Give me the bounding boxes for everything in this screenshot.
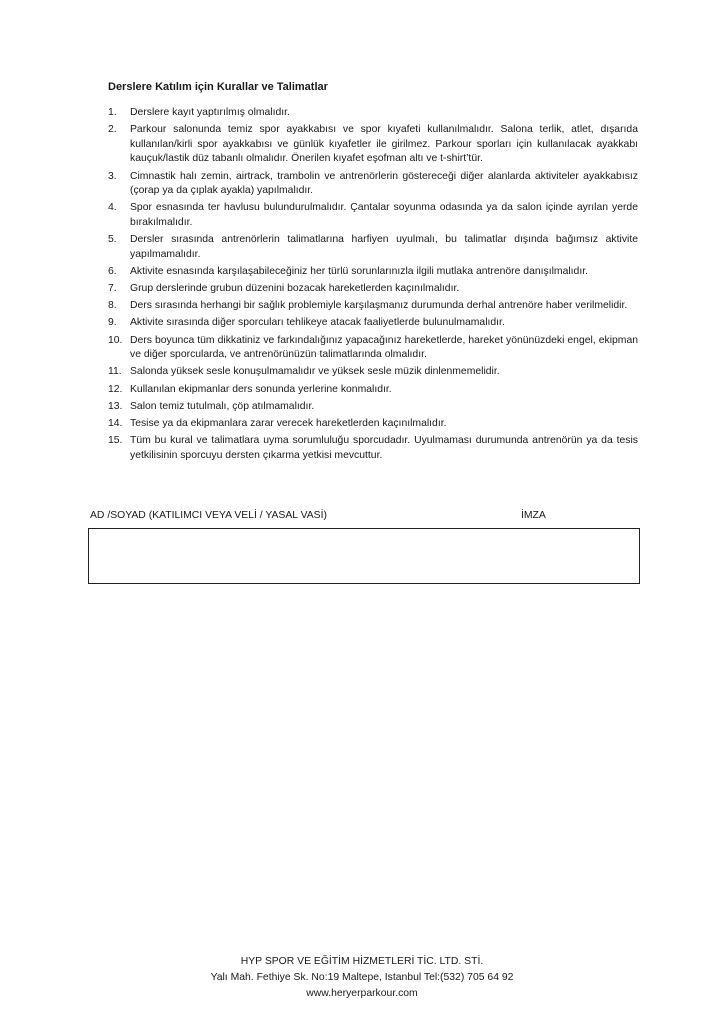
rule-text: Parkour salonunda temiz spor ayakkabısı ve spor kıyafeti kullanılmalıdır. Salona terlik, atlet, dışarıda kullanılan/kirli spor ayakkabısı ve günlük kıyafetler ile girilmez. Parkour sporları için kullanılacak ayakkabı kauçuk/lastik düz tabanlı olmalıdır. Önerilen kıyafet eşofman altı ve t-shirt’tür. [130, 124, 638, 165]
rule-number: 2. [108, 124, 117, 136]
rule-text: Kullanılan ekipmanlar ders sonunda yerlerine konmalıdır. [130, 383, 392, 395]
rule-item [108, 417, 638, 432]
rule-text: Tesise ya da ekipmanlara zarar verecek hareketlerden kaçınılmalıdır. [130, 418, 447, 429]
rule-item [108, 233, 638, 262]
rule-item [108, 316, 638, 331]
rule-number: 4. [108, 202, 117, 214]
rule-text: Cimnastik halı zemin, airtrack, trambolin ve antrenörlerin göstereceği diğer alanlarda aktiviteler ayakkabısız (çorap ya da çıplak ayakla) yapılmalıdır. [130, 170, 638, 197]
footer-company: HYP SPOR VE EĞİTİM HİZMETLERİ TİC. LTD. STİ. [240, 956, 484, 967]
signature-box[interactable] [88, 528, 640, 584]
rule-item [108, 334, 638, 363]
rule-number: 14. [108, 418, 123, 429]
rule-item [108, 123, 638, 167]
rule-text: Salonda yüksek sesle konuşulmamalıdır ve yüksek sesle müzik dinlenmemelidir. [130, 366, 500, 378]
rule-text: Aktivite esnasında karşılaşabileceğiniz her türlü sorunlarınızla ilgili mutlaka antrenöre danışılmalıdır. [130, 265, 588, 277]
footer-website: www.heryerparkour.com [306, 988, 418, 999]
rule-number: 6. [108, 265, 117, 277]
rule-number: 9. [108, 317, 117, 329]
rule-text: Aktivite sırasında diğer sporcuları tehlikeye atacak faaliyetlerde bulunulmamalıdır. [130, 317, 505, 329]
rule-number: 11. [108, 366, 122, 378]
rule-number: 1. [108, 107, 117, 118]
rule-text: Derslere kayıt yaptırılmış olmalıdır. [130, 107, 290, 118]
rule-item [108, 170, 638, 199]
rule-item [108, 434, 638, 463]
rule-number: 3. [108, 170, 117, 182]
name-field-label: AD /SOYAD (KATILIMCI VEYA VELİ / YASAL VASİ) [90, 510, 327, 521]
footer-address: Yalı Mah. Fethiye Sk. No:19 Maltepe, Istanbul Tel:(532) 705 64 92 [210, 972, 514, 983]
rule-text: Grup derslerinde grubun düzenini bozacak hareketlerden kaçınılmalıdır. [130, 283, 460, 295]
rule-text: Ders boyunca tüm dikkatiniz ve farkındalığınız yapacağınız hareketlerde, hareket yönünüzdeki engel, ekipman ve diğer sporcularda, ve antrenörünüzün talimatlarında olmalıdır. [130, 334, 638, 361]
rule-number: 13. [108, 400, 123, 412]
rule-number: 5. [108, 234, 117, 246]
rule-number: 12. [108, 383, 123, 395]
signature-field-label: İMZA [521, 510, 546, 521]
rule-item [108, 201, 638, 230]
rule-text: Tüm bu kural ve talimatlara uyma sorumluluğu sporcudadır. Uyulmaması durumunda antrenörün ya da tesis yetkilisinin sporcuyu dersten çıkarma yetkisi mevcuttur. [130, 435, 638, 461]
rule-text: Ders sırasında herhangi bir sağlık problemiyle karşılaşmanız durumunda derhal antrenöre haber verilmelidir. [130, 300, 628, 312]
rule-item [108, 365, 638, 380]
rule-item [108, 383, 638, 398]
rule-text: Dersler sırasında antrenörlerin talimatlarına harfiyen uyulmalı, bu talimatlar dışında bağımsız aktivite yapılmamalıdır. [130, 234, 638, 260]
rule-item [108, 400, 638, 415]
rule-item [108, 265, 638, 280]
rule-number: 7. [108, 283, 117, 295]
rule-item [108, 106, 638, 121]
rules-list [108, 106, 638, 466]
rule-text: Salon temiz tutulmalı, çöp atılmamalıdır. [130, 400, 315, 412]
rule-item [108, 299, 638, 314]
rule-number: 8. [108, 300, 117, 312]
rule-item [108, 282, 638, 297]
rule-number: 10. [108, 334, 123, 346]
document-title: Derslere Katılım için Kurallar ve Talimatlar [108, 81, 328, 93]
footer [0, 954, 724, 1002]
rule-text: Spor esnasında ter havlusu bulundurulmalıdır. Çantalar soyunma odasında ya da salon içinde ayrılan yerde bırakılmalıdır. [130, 202, 638, 228]
rule-number: 15. [108, 435, 123, 447]
